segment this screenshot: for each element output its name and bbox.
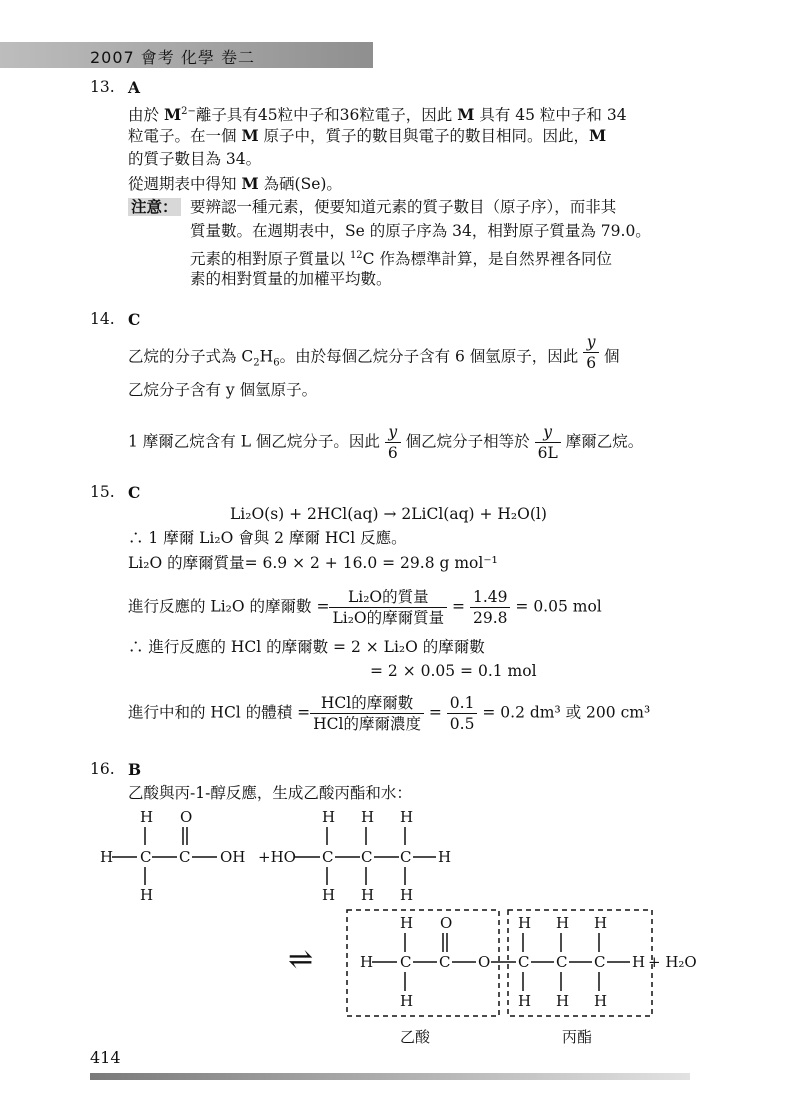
q16-line1: 乙酸與丙-1-醇反應，生成乙酸丙酯和水： (128, 784, 412, 802)
atom-h: H (400, 914, 414, 932)
footer-bar (90, 1073, 690, 1080)
q16-number: 16. (90, 760, 115, 778)
atom-c: C (594, 953, 606, 971)
q15-line2: Li₂O 的摩爾質量= 6.9 × 2 + 16.0 = 29.8 g mol⁻¹ (128, 554, 498, 572)
fraction-0.1-over-0.5: $\frac{0.1}{0.5}$ (447, 693, 478, 734)
q15-number: 15. (90, 483, 115, 501)
fraction-y-over-6-b: $\frac{y}{6}$ (385, 422, 401, 463)
fraction-y-over-6L: $\frac{y}{6L}$ (535, 422, 561, 463)
atom-h: H (361, 808, 375, 826)
atom-h: H (400, 992, 414, 1010)
q14-line3: 1 摩爾乙烷含有 L 個乙烷分子。因此 $\frac{y}{6}$ 個乙烷分子相等於 $\frac{y}{6L}$ 摩爾乙烷。 (128, 423, 644, 462)
q13-line2: 粒電子。在一個 M 原子中，質子的數目與電子的數目相同。因此，M (128, 126, 607, 145)
atom-c: C (179, 848, 191, 866)
label-acid: 乙酸 (400, 1028, 431, 1046)
q13-number: 13. (90, 78, 115, 96)
atom-c: C (556, 953, 568, 971)
label-ester: 丙酯 (562, 1028, 593, 1046)
atom-h: H (400, 886, 414, 904)
atom-c: C (361, 848, 373, 866)
q13-answer: A (128, 78, 141, 97)
q15-line5: = 2 × 0.05 = 0.1 mol (370, 662, 537, 680)
fraction-y-over-6: $\frac{y}{6}$ (583, 332, 599, 373)
fraction-moles-over-conc: $\frac{\text{HCl的摩爾數}}{\text{HCl的摩爾濃度}}$ (310, 693, 424, 734)
q15-equation: Li₂O(s) + 2HCl(aq) → 2LiCl(aq) + H₂O(l) (230, 505, 547, 523)
atom-h: H (518, 914, 532, 932)
atom-h: H (400, 808, 414, 826)
q15-line3: 進行反應的 Li₂O 的摩爾數 = $\frac{\text{Li₂O的質量}}{\text{Li₂O的摩爾質量}}$ = $\frac{1.49}{29.8}$ = 0.05 mol (128, 588, 602, 627)
q14-answer: C (128, 310, 141, 329)
esterification-diagram (0, 800, 787, 1050)
q15-line1: ∴ 1 摩爾 Li₂O 會與 2 摩爾 HCl 反應。 (128, 529, 407, 547)
atom-h: H (518, 992, 532, 1010)
q14-line2: 乙烷分子含有 y 個氫原子。 (128, 381, 318, 399)
header-title: 2007 會考 化學 卷二 (90, 48, 255, 67)
q13-line4: 從週期表中得知 M 為硒(Se)。 (128, 174, 342, 193)
q13-note-label: 注意： (128, 195, 181, 220)
atom-h: H (594, 914, 608, 932)
fraction-mass-over-molar-mass: $\frac{\text{Li₂O的質量}}{\text{Li₂O的摩爾質量}}$ (329, 587, 447, 628)
atom-h: H (140, 808, 154, 826)
q15-line6: 進行中和的 HCl 的體積 = $\frac{\text{HCl的摩爾數}}{\text{HCl的摩爾濃度}}$ = $\frac{0.1}{0.5}$ = 0.2 dm³ 或 200 cm³ (128, 694, 651, 733)
page-number: 414 (90, 1048, 121, 1067)
plus-water: + H₂O (648, 953, 697, 971)
q13-note-line4: 素的相對質量的加權平均數。 (190, 270, 392, 288)
atom-h: H (360, 953, 374, 971)
atom-o: O (180, 808, 193, 826)
atom-h: H (140, 886, 154, 904)
atom-h: H (100, 848, 114, 866)
atom-o: O (478, 953, 491, 971)
q13-line3: 的質子數目為 34。 (128, 150, 262, 168)
q13-note-line1: 要辨認一種元素，便要知道元素的質子數目（原子序），而非其 (190, 198, 617, 216)
atom-plus-ho: +HO (258, 848, 296, 866)
atom-oh: OH (220, 848, 246, 866)
atom-c: C (140, 848, 152, 866)
atom-h: H (632, 953, 646, 971)
atom-h: H (322, 886, 336, 904)
atom-h: H (361, 886, 375, 904)
q15-answer: C (128, 483, 141, 502)
atom-c: C (439, 953, 451, 971)
atom-h: H (594, 992, 608, 1010)
atom-h: H (556, 992, 570, 1010)
atom-h: H (556, 914, 570, 932)
atom-o: O (440, 914, 453, 932)
atom-c: C (400, 953, 412, 971)
q16-answer: B (128, 760, 142, 779)
equilibrium-arrow: ⇌ (288, 942, 314, 977)
q13-line1: 由於 $M^{2-}$離子具有45粒中子和36粒電子，因此 M 具有 45 粒中子和 34 (128, 105, 627, 125)
atom-h: H (438, 848, 452, 866)
q14-number: 14. (90, 310, 115, 328)
q15-line4: ∴ 進行反應的 HCl 的摩爾數 = 2 × Li₂O 的摩爾數 (128, 638, 485, 656)
q13-note-line2: 質量數。在週期表中，Se 的原子序為 34，相對原子質量為 79.0。 (190, 222, 651, 240)
atom-c: C (400, 848, 412, 866)
q13-note-line3: 元素的相對原子質量以 $^{12}$C 作為標準計算，是自然界裡各同位 (190, 250, 612, 269)
atom-c: C (518, 953, 530, 971)
atom-c: C (322, 848, 334, 866)
atom-h: H (322, 808, 336, 826)
q14-line1: 乙烷的分子式為 $C_2H_6$。由於每個乙烷分子含有 6 個氫原子，因此 $\frac{y}{6}$ 個 (128, 333, 620, 372)
fraction-1.49-over-29.8: $\frac{1.49}{29.8}$ (470, 587, 511, 628)
